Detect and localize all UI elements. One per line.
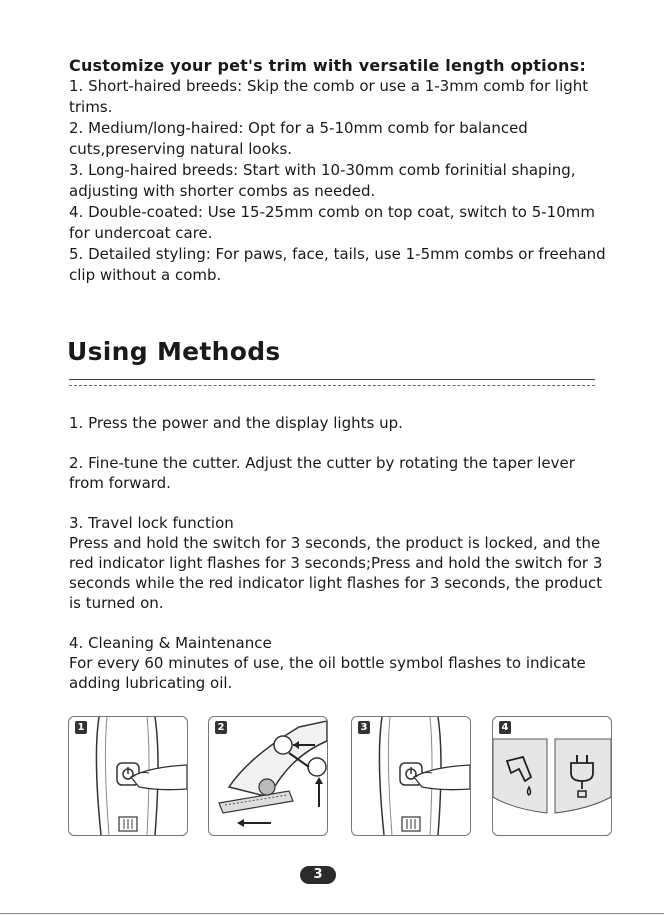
title-divider [69,379,595,380]
step-power-on [69,413,609,433]
bottom-divider [0,913,664,914]
step-cleaning [69,633,609,693]
step-travel-lock [69,513,609,613]
figure-number: 1 [75,721,87,734]
step-heading: 4. Cleaning & Maintenance [69,634,272,652]
step-heading: 3. Travel lock function [69,514,234,532]
step-fine-tune [69,453,609,493]
trim-option-short-haired: 1. Short-haired breeds: Skip the comb or use a 1-3mm comb for light trims. [69,77,589,116]
cutter-adjust-lever-icon [209,717,327,835]
figure-power-button [68,716,188,836]
title-dashed-divider [69,385,595,386]
trim-option-medium-long: 2. Medium/long-haired: Opt for a 5-10mm comb for balanced cuts,preserving natural looks. [69,119,528,158]
figure-number: 4 [499,721,511,734]
trim-option-long-haired: 3. Long-haired breeds: Start with 10-30mm comb forinitial shaping, adjusting with shorter combs as needed. [69,161,576,200]
page-number-badge: 3 [300,866,336,884]
trim-options-heading: Customize your pet's trim with versatile length options: [69,56,586,75]
step-text: For every 60 minutes of use, the oil bottle symbol flashes to indicate adding lubricating oil. [69,654,586,692]
step-text: Press and hold the switch for 3 seconds, the product is locked, and the red indicator light flashes for 3 seconds;Press and hold the switch for 3 seconds while the red indicator light flashes for 3 seconds, the product is turned on. [69,534,603,612]
power-button-hold-icon [352,717,470,835]
figure-number: 3 [358,721,370,734]
figure-cutter-adjust [208,716,328,836]
figure-maintenance-symbols [492,716,612,836]
oil-and-plug-symbols-icon [493,717,611,835]
step-text: 2. Fine-tune the cutter. Adjust the cutter by rotating the taper lever from forward. [69,454,575,492]
step-text: 1. Press the power and the display lights up. [69,414,403,432]
figure-number: 2 [215,721,227,734]
trim-option-detailed-styling: 5. Detailed styling: For paws, face, tails, use 1-5mm combs or freehand clip without a comb. [69,245,606,284]
using-methods-title: Using Methods [67,337,281,366]
figure-travel-lock [351,716,471,836]
power-button-press-icon [69,717,187,835]
trim-option-double-coated: 4. Double-coated: Use 15-25mm comb on top coat, switch to 5-10mm for undercoat care. [69,203,595,242]
trim-options-list [69,76,609,286]
